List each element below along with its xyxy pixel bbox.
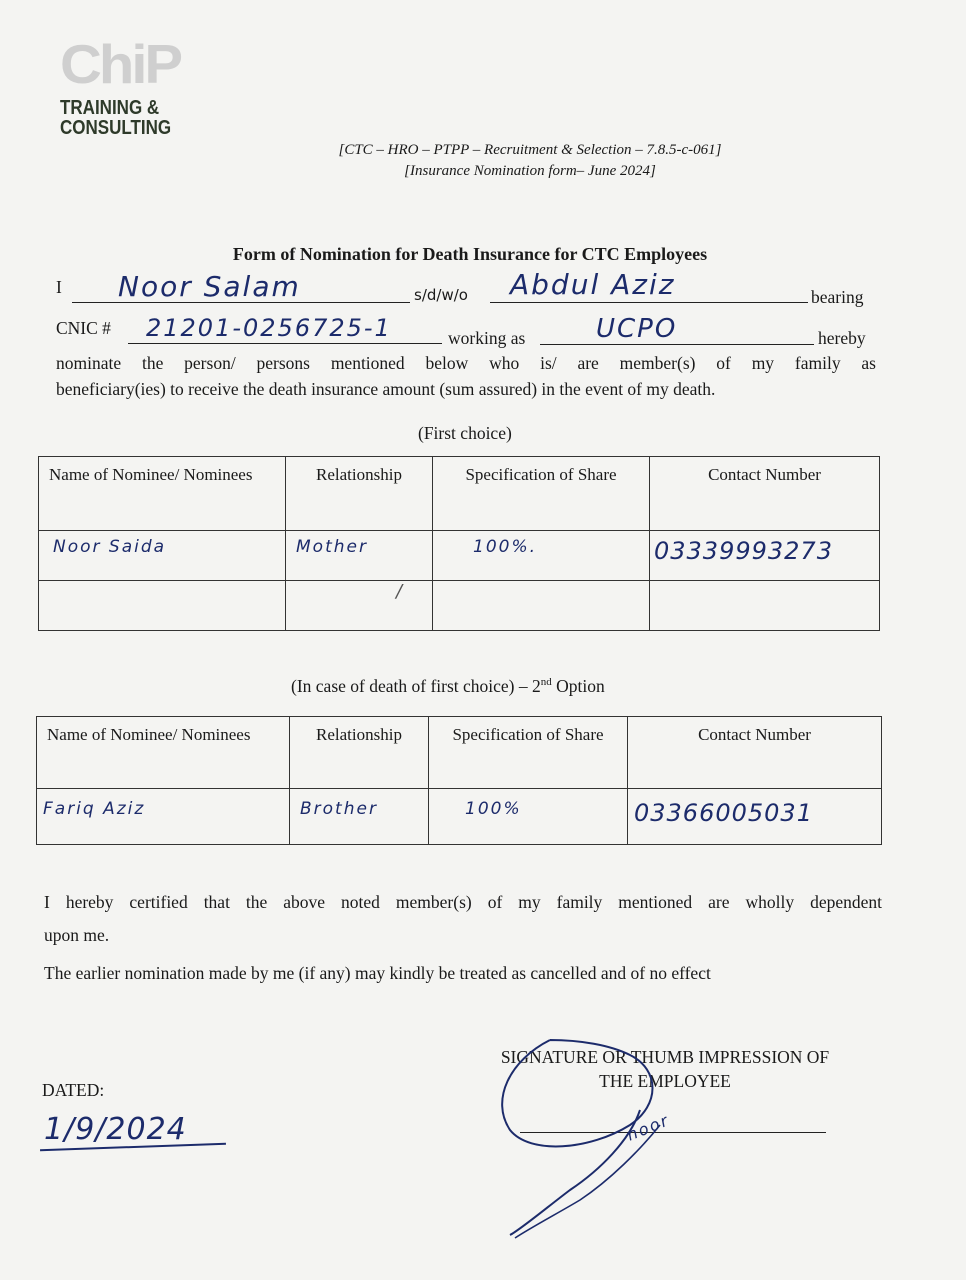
designation-value: UCPO	[596, 314, 678, 344]
certification-line-1: I hereby certified that the above noted member(s) of my family mentioned are wholly dependent	[44, 892, 882, 912]
i-label: I	[56, 277, 62, 297]
table-row	[39, 581, 880, 631]
table-header-row	[39, 457, 880, 531]
second-choice-heading-option: Option	[551, 676, 605, 696]
reference-line-1: [CTC – HRO – PTPP – Recruitment & Selection – 7.8.5-c-061]	[338, 142, 722, 158]
logo-subtitle	[60, 98, 171, 138]
header-share: Specification of Share	[433, 457, 650, 531]
employee-name-value: Noor Salam	[118, 270, 301, 303]
nominee-contact	[650, 581, 880, 631]
signature-label-1: SIGNATURE OR THUMB IMPRESSION OF	[500, 1047, 830, 1067]
cnic-line	[128, 343, 442, 344]
second-choice-table	[36, 716, 882, 845]
logo-line-2: CONSULTING	[60, 117, 172, 139]
declaration-line-3: nominate the person/ persons mentioned below who is/ are member(s) of my family as	[56, 353, 876, 373]
nominee-share: 100%	[429, 789, 628, 845]
first-choice-heading: (First choice)	[418, 423, 512, 443]
nominee-name: Noor Saida	[39, 531, 286, 581]
header-share: Specification of Share	[429, 717, 628, 789]
second-choice-heading	[291, 676, 605, 697]
certification-line-2: upon me.	[44, 925, 110, 945]
second-choice-heading-sup: nd	[540, 676, 552, 689]
bearing-label: bearing	[811, 287, 864, 307]
header-name: Name of Nominee/ Nominees	[37, 717, 290, 789]
relation-label: s/d/w/o	[414, 286, 468, 304]
nominee-contact: 03339993273	[650, 531, 880, 581]
declaration-line-4: beneficiary(ies) to receive the death insurance amount (sum assured) in the event of my death.	[56, 379, 716, 399]
header-contact: Contact Number	[650, 457, 880, 531]
working-as-label: working as	[448, 328, 526, 348]
nominee-relationship: /	[286, 581, 433, 631]
nominee-relationship: Mother	[286, 531, 433, 581]
nominee-share: 100%.	[433, 531, 650, 581]
reference-line-2: [Insurance Nomination form– June 2024]	[404, 163, 656, 179]
nominee-share	[433, 581, 650, 631]
company-logo: ChiP	[60, 33, 181, 96]
cnic-value: 21201-0256725-1	[146, 314, 392, 342]
signature-label-2: THE EMPLOYEE	[599, 1071, 731, 1091]
header-name: Name of Nominee/ Nominees	[39, 457, 286, 531]
signature-mark	[490, 1030, 730, 1240]
header-relationship: Relationship	[286, 457, 433, 531]
nominee-name	[39, 581, 286, 631]
cnic-label: CNIC #	[56, 318, 111, 338]
hereby-label: hereby	[818, 328, 866, 348]
first-choice-table	[38, 456, 880, 631]
dated-value: 1/9/2024	[44, 1112, 187, 1147]
father-name-value: Abdul Aziz	[510, 268, 676, 301]
header-relationship: Relationship	[290, 717, 429, 789]
dated-label: DATED:	[42, 1080, 105, 1100]
nominee-name: Fariq Aziz	[37, 789, 290, 845]
header-contact: Contact Number	[628, 717, 882, 789]
table-header-row	[37, 717, 882, 789]
nominee-contact: 03366005031	[628, 789, 882, 845]
certification-line-3: The earlier nomination made by me (if any) may kindly be treated as cancelled and of no effect	[44, 963, 711, 983]
second-choice-heading-text: (In case of death of first choice) – 2	[291, 676, 541, 696]
designation-line	[540, 344, 814, 345]
table-row	[37, 789, 882, 845]
form-title: Form of Nomination for Death Insurance for CTC Employees	[232, 244, 708, 264]
logo-line-1: TRAINING &	[60, 97, 160, 119]
nominee-relationship: Brother	[290, 789, 429, 845]
father-name-line	[490, 302, 808, 303]
signature-text: noor	[624, 1110, 673, 1145]
table-row	[39, 531, 880, 581]
